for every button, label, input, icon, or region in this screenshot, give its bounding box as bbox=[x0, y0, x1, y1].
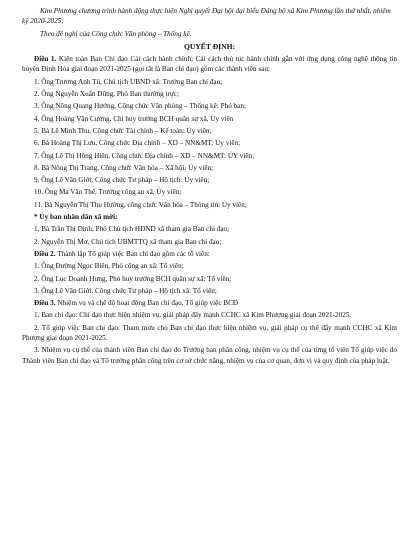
list-item: 1. Bà Trần Thị Dinh, Phó Chủ tịch HĐND xã tham gia Ban chỉ đạo; bbox=[34, 225, 230, 234]
article-2-member-list bbox=[22, 261, 397, 296]
list-item: 2. Ông Lục Doanh Hưng, Phó huy trưởng BCH quân sự xã: Tổ viên; bbox=[34, 274, 232, 283]
article-1-label: Điều 1. bbox=[34, 55, 57, 64]
list-item: 2. Ông Nguyễn Xuân Dũng, Phó Ban thường trực; bbox=[34, 90, 179, 99]
list-item: 3. Ông Lê Văn Giới, Công chức Tư pháp – Hộ tịch xã: Tổ viên; bbox=[34, 286, 217, 295]
list-item: 2. Nguyễn Thị Mơ, Chủ tịch UBMTTQ xã tham gia Ban chỉ đạo; bbox=[34, 237, 222, 246]
list-item: 3. Nhiệm vụ cụ thể của thành viên Ban chỉ đạo do Trưởng ban phân công, nhiệm vụ cụ thể của từng tổ viên Tổ giúp việc do Thành viên Ban chỉ đạo và Tổ trưởng phân công trên cơ sở chức năng, nhiệm vụ của cơ quan, đơn vị và quy định của pháp luật. bbox=[22, 346, 397, 365]
list-item: 11. Bà Nguyễn Thị Thu Hường, công chức Văn hóa – Thông tin: Ủy viên; bbox=[34, 200, 247, 209]
list-item: 9. Ông Lê Văn Giới, Công chức Tư pháp – Hộ tịch: Ủy viên; bbox=[34, 176, 210, 185]
decision-title: QUYẾT ĐỊNH: bbox=[183, 41, 236, 51]
article-1-text: Kiện toàn Ban Chỉ đạo Cải cách hành chính; Cải cách thủ tục hành chính gắn với ứng dụng công nghệ thông tin huyện Định Hóa giai đoạn 2021-2025 (gọi tắt là Ban chỉ đạo) gồm các thành viên sau: bbox=[22, 55, 398, 74]
article-2-label: Điều 2. bbox=[34, 249, 56, 258]
preamble-line-1: Kim Phượng chương trình hành động thực hiện Nghị quyết Đại hội đại biểu Đảng bộ xã Kim Phượng lần thứ nhất, nhiệm kỳ 2020-2025; bbox=[22, 7, 391, 26]
article-1-member-list bbox=[22, 77, 397, 210]
article-1-intro bbox=[22, 54, 397, 75]
list-item: 8. Bà Nông Thị Trang, Công chức Văn hóa – Xã hội: Ủy viên; bbox=[34, 163, 214, 172]
list-item: 6. Bà Hoàng Thị Lưu, Công chức Địa chính – XD – NN&MT: Ủy viên; bbox=[34, 139, 241, 148]
list-item: 7. Ông Lê Thị Hồng Hiên, Công chức Địa chính – XD – NN&MT: ỦY viên; bbox=[34, 151, 255, 160]
list-item: 1. Ông Đường Ngọc Biên, Phó công an xã: Tổ viên; bbox=[34, 262, 184, 271]
invited-member-list bbox=[22, 224, 397, 247]
article-2-text: Thành lập Tổ giúp việc Ban chỉ đạo gồm các tổ viên: bbox=[55, 249, 210, 258]
list-item: 10. Ông Ma Văn Thể, Trưởng công an xã, Ủy viên; bbox=[34, 188, 182, 197]
list-item: 1. Ông Trương Anh Tú, Chủ tịch UBND xã: Trưởng Ban chỉ đạo; bbox=[34, 77, 223, 86]
preamble-line-2: Theo đề nghị của Công chức Văn phòng – Thống kê. bbox=[40, 29, 192, 38]
preamble bbox=[22, 6, 397, 39]
list-item: 5. Bà Lê Minh Thu, Công chức Tài chính – Kế toán: Ủy viên; bbox=[34, 126, 212, 135]
article-3-label: Điều 3. bbox=[34, 299, 56, 308]
article-3-intro bbox=[22, 298, 397, 308]
list-item: 3. Ông Nông Quang Hướng, Công chức Văn phòng – Thống kê: Phó ban; bbox=[34, 102, 246, 111]
invited-heading: * Ủy ban nhân dân xã mời: bbox=[34, 213, 118, 222]
article-3-item-list bbox=[22, 310, 397, 365]
list-item: 4. Ông Hoàng Văn Cường, Chỉ huy trưởng BCH quân sự xã, Ủy viên bbox=[34, 114, 234, 123]
article-3-text: Nhiệm vụ và chế độ hoạt động Ban chỉ đạo, Tổ giúp việc BCĐ bbox=[55, 299, 239, 308]
list-item: 2. Tổ giúp việc Ban chỉ đạo: Tham mưu cho Ban chỉ đạo thực hiện nhiệm vụ, giải pháp cụ thể đẩy mạnh CCHC xã Kim Phượng giai đoạn 2021-2025. bbox=[22, 323, 397, 343]
article-2-intro bbox=[22, 249, 397, 259]
list-item: 1. Ban chỉ đạo: Chỉ đạo thực hiện nhiệm vụ, giải pháp đẩy mạnh CCHC xã Kim Phượng giai đoạn 2021-2025. bbox=[34, 311, 352, 320]
